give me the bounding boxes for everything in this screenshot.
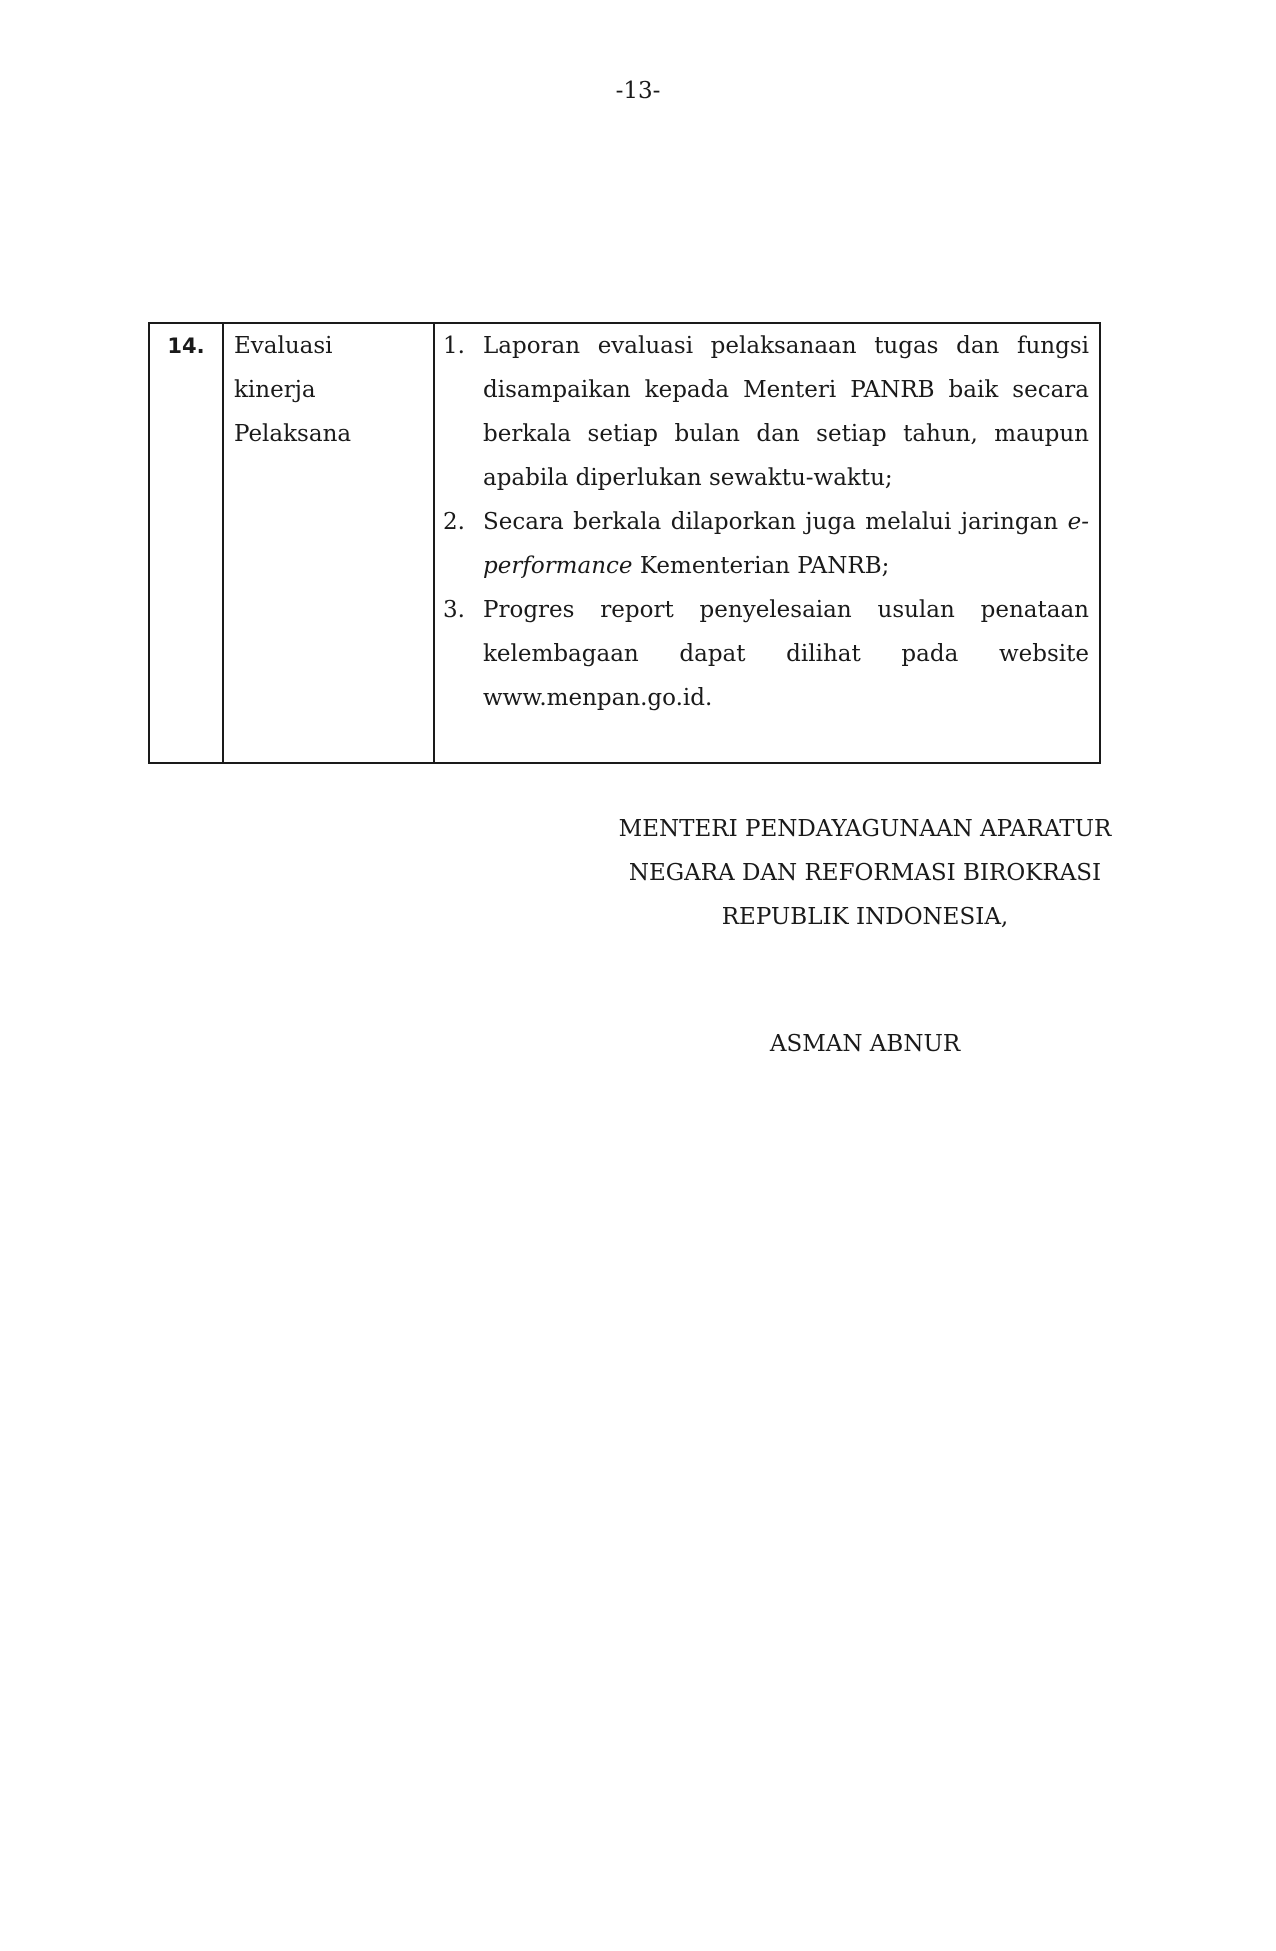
list-item-text: Secara berkala dilaporkan juga melalui jaringan bbox=[483, 509, 1059, 535]
page-number: -13- bbox=[615, 78, 661, 104]
description-list bbox=[443, 324, 1089, 720]
row-description bbox=[434, 323, 1100, 763]
task-table bbox=[148, 322, 1101, 764]
signature-title-line: NEGARA DAN REFORMASI BIROKRASI bbox=[628, 860, 1102, 886]
list-item-number: 2. bbox=[443, 509, 465, 535]
row-title bbox=[223, 323, 434, 763]
signature-block bbox=[560, 807, 1170, 939]
list-item-number: 1. bbox=[443, 333, 465, 359]
table-row bbox=[149, 323, 1100, 763]
list-item bbox=[443, 324, 1089, 500]
row-title-line: Evaluasi bbox=[234, 333, 333, 359]
list-item-text: Laporan evaluasi pelaksanaan tugas dan fungsi disampaikan kepada Menteri PANRB baik secara berkala setiap bulan dan setiap tahun, maupun apabila diperlukan sewaktu-waktu; bbox=[483, 333, 1089, 491]
row-number: 14. bbox=[149, 323, 223, 763]
list-item-text: Kementerian PANRB; bbox=[639, 553, 890, 579]
list-item-italic-term: e-performance bbox=[483, 509, 1089, 579]
list-item bbox=[443, 588, 1089, 720]
list-item-text: Progres report penyelesaian usulan penataan kelembagaan dapat dilihat pada website www.menpan.go.id. bbox=[483, 597, 1089, 711]
signature-title-line: MENTERI PENDAYAGUNAAN APARATUR bbox=[618, 816, 1112, 842]
row-title-line: kinerja bbox=[234, 377, 316, 403]
signer-name: ASMAN ABNUR bbox=[769, 1031, 961, 1057]
list-item bbox=[443, 500, 1089, 588]
row-title-line: Pelaksana bbox=[234, 421, 352, 447]
list-item-number: 3. bbox=[443, 597, 465, 623]
signature-title-line: REPUBLIK INDONESIA, bbox=[721, 904, 1009, 930]
